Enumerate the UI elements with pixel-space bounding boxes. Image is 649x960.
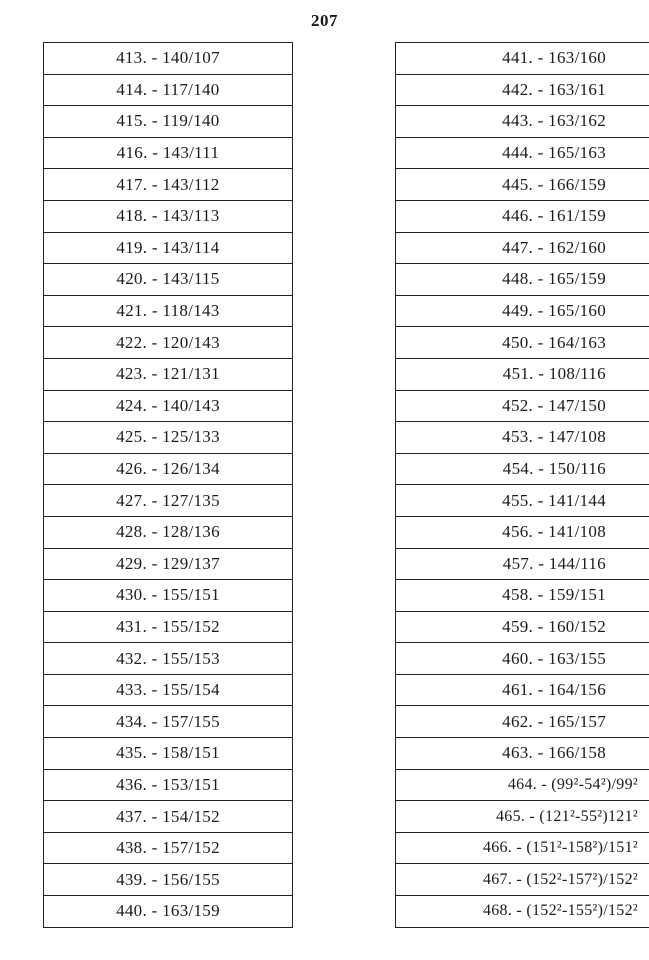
entry-text: 428. - 128/136 xyxy=(116,522,220,542)
table-row xyxy=(44,295,292,327)
entry-text: 449. - 165/160 xyxy=(502,301,606,321)
entry-text: 456. - 141/108 xyxy=(502,522,606,542)
entry-text: 429. - 129/137 xyxy=(116,553,220,573)
table-row xyxy=(396,800,649,832)
entry-text: 468. - (152²-155²)/152² xyxy=(482,902,638,920)
entry-text: 431. - 155/152 xyxy=(116,616,220,636)
page-number: 207 xyxy=(311,11,338,30)
table-row xyxy=(396,863,649,895)
table-row xyxy=(44,453,292,485)
entry-text: 465. - (121²-55²)121² xyxy=(495,807,638,825)
table-row xyxy=(44,895,292,928)
entry-text: 425. - 125/133 xyxy=(116,427,220,447)
entry-text: 421. - 118/143 xyxy=(116,301,220,321)
table-row xyxy=(396,295,649,327)
table-row xyxy=(44,168,292,200)
entry-text: 432. - 155/153 xyxy=(116,648,220,668)
entry-text: 433. - 155/154 xyxy=(116,680,220,700)
table-row xyxy=(396,358,649,390)
table-row xyxy=(396,421,649,453)
table-row xyxy=(44,579,292,611)
entry-text: 435. - 158/151 xyxy=(116,743,220,763)
table-row xyxy=(44,800,292,832)
entry-text: 452. - 147/150 xyxy=(502,395,606,415)
table-row xyxy=(396,737,649,769)
table-row xyxy=(44,737,292,769)
table-row xyxy=(44,642,292,674)
table-row xyxy=(396,484,649,516)
entry-text: 427. - 127/135 xyxy=(116,490,220,510)
table-row xyxy=(396,200,649,232)
table-row xyxy=(44,674,292,706)
table-row xyxy=(44,137,292,169)
table-row xyxy=(44,390,292,422)
left-column-table xyxy=(43,42,293,928)
entry-text: 462. - 165/157 xyxy=(502,711,606,731)
table-row xyxy=(44,358,292,390)
entry-text: 450. - 164/163 xyxy=(502,332,606,352)
entry-text: 460. - 163/155 xyxy=(502,648,606,668)
table-row xyxy=(396,516,649,548)
entry-text: 454. - 150/116 xyxy=(502,459,606,479)
entry-text: 467. - (152²-157²)/152² xyxy=(482,870,638,888)
entry-text: 457. - 144/116 xyxy=(502,553,606,573)
entry-text: 413. - 140/107 xyxy=(116,48,220,68)
entry-text: 438. - 157/152 xyxy=(116,838,220,858)
table-row xyxy=(396,232,649,264)
table-row xyxy=(396,611,649,643)
entry-text: 461. - 164/156 xyxy=(502,680,606,700)
table-row xyxy=(44,705,292,737)
table-row xyxy=(396,453,649,485)
entry-text: 417. - 143/112 xyxy=(116,174,220,194)
table-row xyxy=(396,263,649,295)
table-row xyxy=(44,74,292,106)
entry-text: 444. - 165/163 xyxy=(502,143,606,163)
entry-text: 420. - 143/115 xyxy=(116,269,220,289)
entry-text: 418. - 143/113 xyxy=(116,206,220,226)
table-row xyxy=(44,42,292,74)
entry-text: 448. - 165/159 xyxy=(502,269,606,289)
entry-text: 440. - 163/159 xyxy=(116,901,220,921)
entry-text: 458. - 159/151 xyxy=(502,585,606,605)
table-row xyxy=(396,390,649,422)
entry-text: 439. - 156/155 xyxy=(116,869,220,889)
table-row xyxy=(396,642,649,674)
table-row xyxy=(396,895,649,928)
table-row xyxy=(44,516,292,548)
entry-text: 459. - 160/152 xyxy=(502,616,606,636)
entry-text: 434. - 157/155 xyxy=(116,711,220,731)
table-row xyxy=(44,421,292,453)
table-row xyxy=(44,326,292,358)
entry-text: 415. - 119/140 xyxy=(116,111,220,131)
right-column-table xyxy=(395,42,649,928)
table-row xyxy=(44,232,292,264)
table-row xyxy=(396,674,649,706)
entry-text: 423. - 121/131 xyxy=(116,364,220,384)
table-row xyxy=(396,326,649,358)
entry-text: 443. - 163/162 xyxy=(502,111,606,131)
entry-text: 437. - 154/152 xyxy=(116,806,220,826)
entry-text: 463. - 166/158 xyxy=(502,743,606,763)
entry-text: 419. - 143/114 xyxy=(116,237,220,257)
table-row xyxy=(396,42,649,74)
entry-text: 455. - 141/144 xyxy=(502,490,606,510)
table-row xyxy=(44,611,292,643)
table-row xyxy=(396,168,649,200)
entry-text: 426. - 126/134 xyxy=(116,459,220,479)
entry-text: 416. - 143/111 xyxy=(116,143,220,163)
entry-text: 414. - 117/140 xyxy=(116,79,220,99)
table-row xyxy=(44,769,292,801)
table-row xyxy=(396,137,649,169)
entry-text: 447. - 162/160 xyxy=(502,237,606,257)
table-row xyxy=(396,579,649,611)
entry-text: 466. - (151²-158²)/151² xyxy=(482,839,638,857)
entry-text: 422. - 120/143 xyxy=(116,332,220,352)
entry-text: 446. - 161/159 xyxy=(502,206,606,226)
table-row xyxy=(44,263,292,295)
table-row xyxy=(396,705,649,737)
entry-text: 453. - 147/108 xyxy=(502,427,606,447)
entry-text: 430. - 155/151 xyxy=(116,585,220,605)
table-row xyxy=(396,74,649,106)
table-row xyxy=(44,105,292,137)
table-row xyxy=(396,769,649,801)
entry-text: 442. - 163/161 xyxy=(502,79,606,99)
table-row xyxy=(396,548,649,580)
table-row xyxy=(44,200,292,232)
entry-text: 436. - 153/151 xyxy=(116,774,220,794)
entry-text: 441. - 163/160 xyxy=(502,48,606,68)
entry-text: 424. - 140/143 xyxy=(116,395,220,415)
table-row xyxy=(396,832,649,864)
table-row xyxy=(44,548,292,580)
table-row xyxy=(44,484,292,516)
entry-text: 445. - 166/159 xyxy=(502,174,606,194)
table-row xyxy=(44,863,292,895)
entry-text: 464. - (99²-54²)/99² xyxy=(507,775,638,793)
table-row xyxy=(44,832,292,864)
entry-text: 451. - 108/116 xyxy=(502,364,606,384)
table-row xyxy=(396,105,649,137)
